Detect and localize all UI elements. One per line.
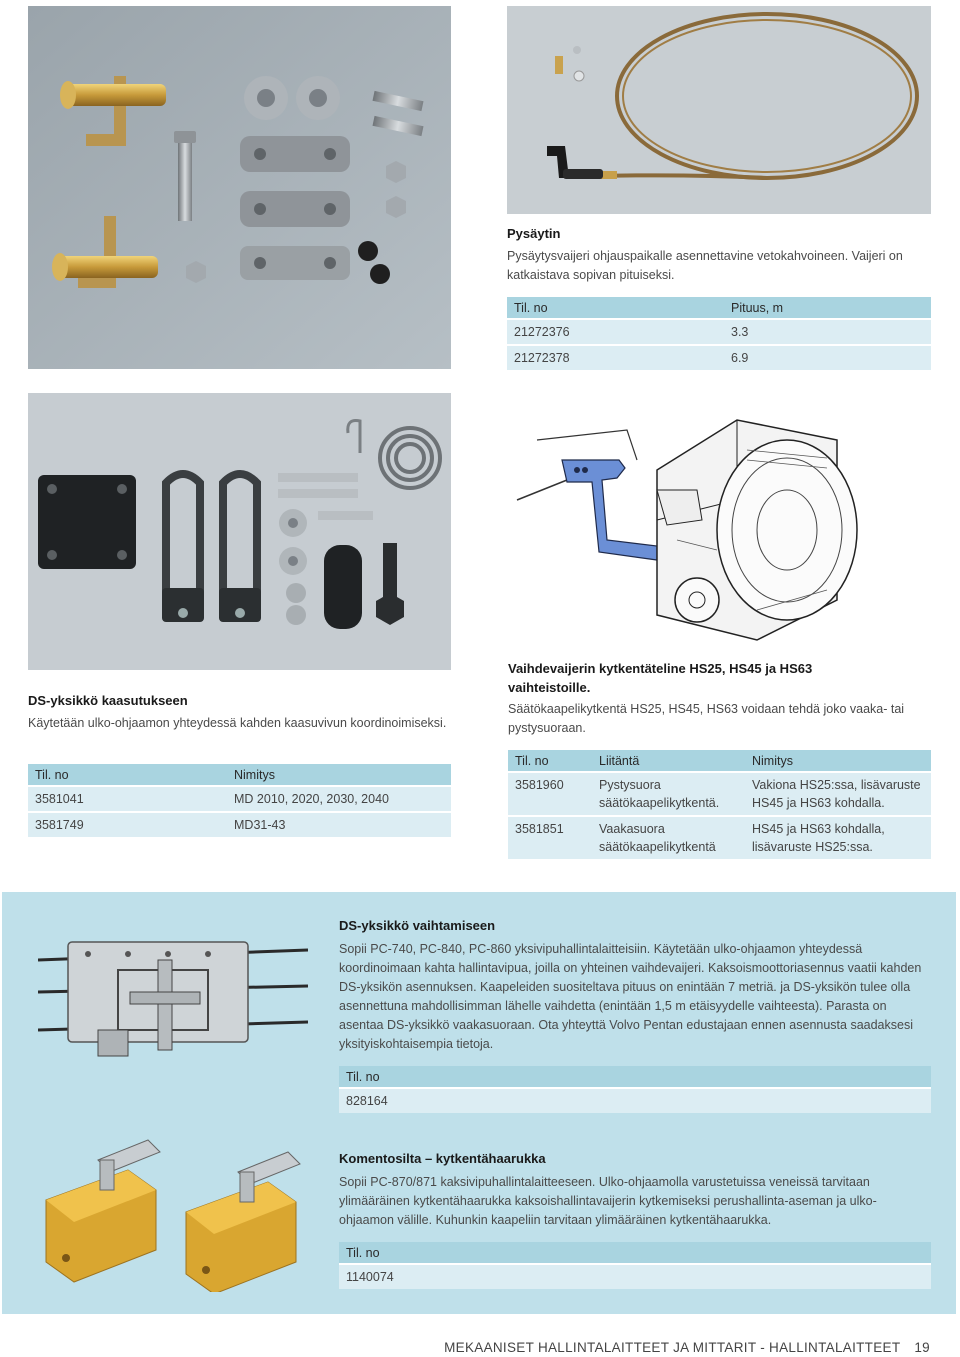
table-cell: 3.3 [724,319,931,345]
table-header: Liitäntä [592,750,745,772]
page-number: 19 [914,1340,930,1355]
stop-cable-description: Pysäytysvaijeri ohjauspaikalle asennettavine vetokahvoineen. Vaijeri on katkaistava sopivan pituiseksi. [507,249,903,282]
ds-shift-title: DS-yksikkö vaihtamiseen [339,918,496,933]
table-cell: MD 2010, 2020, 2030, 2040 [227,786,451,812]
ds-shift-table [339,1066,931,1113]
table-row [28,812,451,837]
footer-section-title: MEKAANISET HALLINTALAITTEET JA MITTARIT - HALLINTALAITTEET [444,1340,901,1355]
table-row [507,319,931,345]
table-cell: 3581041 [28,786,227,812]
table-row [28,786,451,812]
table-row [508,772,931,816]
table-row [339,1264,931,1289]
table-header: Til. no [28,764,227,786]
table-cell: 6.9 [724,345,931,370]
table-cell: HS45 ja HS63 kohdalla, lisävaruste HS25:ssa. [745,816,931,859]
ds-shift-description: Sopii PC-740, PC-840, PC-860 yksivipuhallintalaitteisiin. Käytetään ulko-ohjaamon yhteydessä koordinoimaan kahta hallintavipua, joilla on yhteinen vaihdevaijeri. Kaksoismoottoriasennus vaatii kahden DS-yksikön asennuksen. Kaapeleiden suositeltava pituus on enintään 7 metriä. ja DS-yksikön tulee olla asennettuna mahdollisimman lähelle vaihdetta (enintään 1,5 m etäisyydelle vaihteesta). Parasta on asentaa DS-yksikkö vaakasuoraan. Ota yhteyttä Volvo Pentan edustajaan ennen asennusta saadaksesi yksityiskohtaisempia tietoja. [339,942,922,1051]
gear-bracket-description: Säätökaapelikytkentä HS25, HS45, HS63 voidaan tehdä joko vaaka- tai pystysuoraan. [508,702,905,735]
gear-bracket-table [508,750,931,859]
bridge-clip-title: Komentosilta – kytkentähaarukka [339,1151,546,1166]
table-header: Til. no [508,750,592,772]
table-header: Nimitys [745,750,931,772]
table-header: Til. no [507,297,724,319]
table-cell: Pystysuora säätökaapelikytkentä. [592,772,745,816]
ds-throttle-title: DS-yksikkö kaasutukseen [28,693,188,708]
diagram-gearbox-bracket [507,400,931,652]
bridge-clip-description: Sopii PC-870/871 kaksivipuhallintalaitteeseen. Ulko-ohjaamolla varustetuissa veneissä tarvitaan ylimääräinen kytkentähaarukka kaksoishallintavaijerin kytkemiseksi perushallinta-aseman ja ulko-ohjaamon välille. Kuhunkin kaapeliin tarvitaan ylimääräinen kytkentähaarukka. [339,1175,877,1227]
photo-bridge-clips [38,1130,323,1292]
table-cell: 3581749 [28,812,227,837]
stop-cable-title: Pysäytin [507,226,561,241]
photo-ds-throttle-kit [28,393,451,670]
table-header: Til. no [339,1242,931,1264]
table-header: Pituus, m [724,297,931,319]
table-cell: 3581960 [508,772,592,816]
table-header: Nimitys [227,764,451,786]
table-cell: 828164 [339,1088,931,1113]
photo-throttle-brackets [28,6,451,369]
table-row [508,816,931,859]
photo-stop-cable [507,6,931,214]
table-cell: 1140074 [339,1264,931,1289]
table-header: Til. no [339,1066,931,1088]
photo-ds-shift-unit [38,930,308,1070]
stop-cable-table [507,297,931,370]
page-footer [444,1340,930,1355]
table-row [507,345,931,370]
gear-bracket-title: Vaihdevaijerin kytkentäteline HS25, HS45 ja HS63 vaihteistoille. [508,661,813,695]
table-cell: Vaakasuora säätökaapelikytkentä [592,816,745,859]
table-cell: 21272378 [507,345,724,370]
ds-throttle-table [28,764,451,837]
table-cell: 21272376 [507,319,724,345]
table-cell: 3581851 [508,816,592,859]
ds-throttle-description: Käytetään ulko-ohjaamon yhteydessä kahden kaasuvivun koordinoimiseksi. [28,716,447,730]
bridge-clip-table [339,1242,931,1289]
table-cell: Vakiona HS25:ssa, lisävaruste HS45 ja HS63 kohdalla. [745,772,931,816]
table-row [339,1088,931,1113]
table-cell: MD31-43 [227,812,451,837]
